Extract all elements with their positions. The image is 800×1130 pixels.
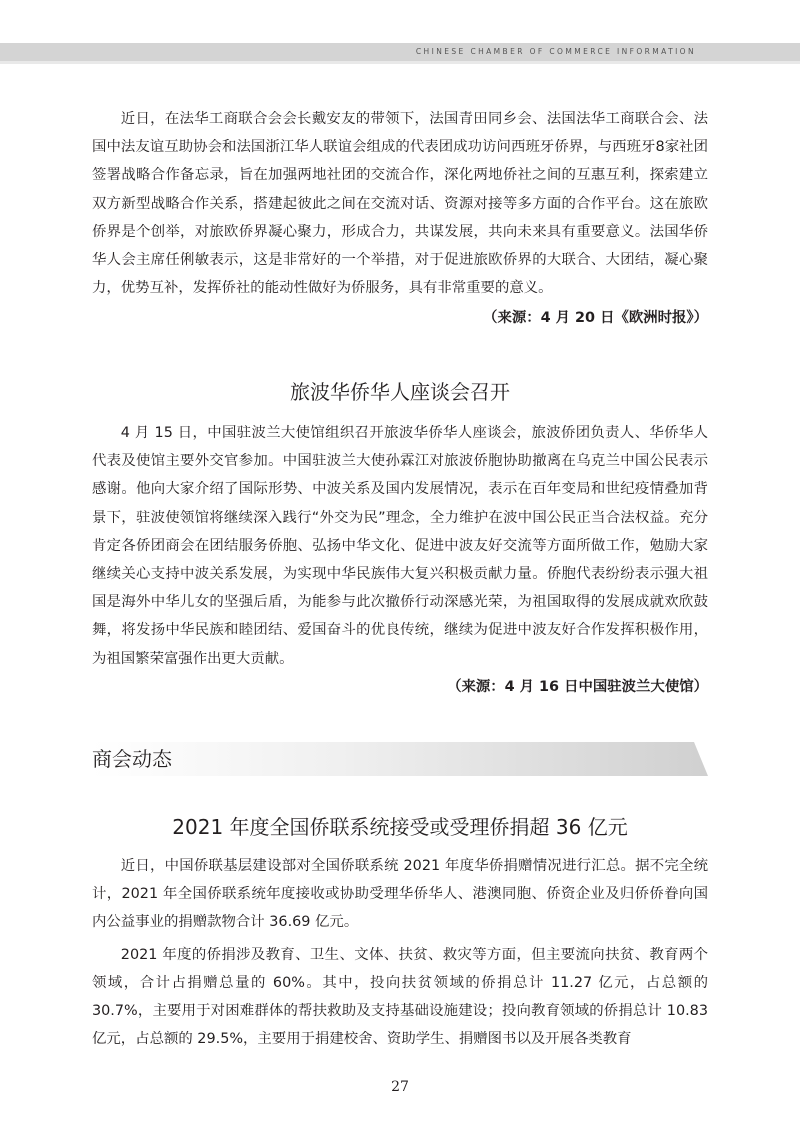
article-3-title: 2021 年度全国侨联系统接受或受理侨捐超 36 亿元 [172,815,628,839]
section-bar-corner [694,742,708,776]
article-1-source: （来源：4 月 20 日《欧洲时报》） [483,310,708,327]
article-2-source: （来源：4 月 16 日中国驻波兰大使馆） [447,678,708,695]
section-label: 商会动态 [92,747,172,771]
running-header: CHINESE CHAMBER OF COMMERCE INFORMATION [415,47,696,56]
header-accent-line [0,61,800,64]
article-2-title: 旅波华侨华人座谈会召开 [290,380,510,404]
article-1 [92,105,708,332]
article-3 [92,812,708,1053]
article-1-body: 近日，在法华工商联合会会长戴安友的带领下，法国青田同乡会、法国法华工商联合会、法国中法友谊互助协会和法国浙江华人联谊会组成的代表团成功访问西班牙侨界，与西班牙8家社团签署战略合作备忘录，旨在加强两地社团的交流合作，深化两地侨社之间的互惠互利，探索建立双方新型战略合作关系，搭建起彼此之间在交流对话、资源对接等多方面的合作平台。这在旅欧侨界是个创举，对旅欧侨界凝心聚力，形成合力，共谋发展，共向未来具有重要意义。法国华侨华人会主席任俐敏表示，这是非常好的一个举措，对于促进旅欧侨界的大联合、大团结，凝心聚力，优势互补，发挥侨社的能动性做好为侨服务，具有非常重要的意义。 [92,111,708,297]
article-3-paragraph-2: 2021 年度的侨捐涉及教育、卫生、文体、扶贫、救灾等方面，但主要流向扶贫、教育两个领域，合计占捐赠总量的 60%。其中，投向扶贫领域的侨捐总计 11.27 亿元，占总额的 30.7%，主要用于对困难群体的帮扶救助及支持基础设施建设；投向教育领域的侨捐总计 10.83 亿元，占总额的 29.5%，主要用于捐建校舍、资助学生、捐赠图书以及开展各类教育 [92,946,708,1048]
article-3-paragraph-1: 近日，中国侨联基层建设部对全国侨联系统 2021 年度华侨捐赠情况进行汇总。据不完全统计，2021 年全国侨联系统年度接收或协助受理华侨华人、港澳同胞、侨资企业及归侨侨眷向国内公益事业的捐赠款物合计 36.69 亿元。 [92,858,708,931]
section-bar [92,742,708,776]
page-number: 27 [391,1079,409,1095]
article-2-body: 4 月 15 日，中国驻波兰大使馆组织召开旅波华侨华人座谈会，旅波侨团负责人、华侨华人代表及使馆主要外交官参加。中国驻波兰大使孙霖江对旅波侨胞协助撤离在乌克兰中国公民表示感谢。他向大家介绍了国际形势、中波关系及国内发展情况，表示在百年变局和世纪疫情叠加背景下，驻波使领馆将继续深入践行“外交为民”理念，全力维护在波中国公民正当合法权益。充分肯定各侨团商会在团结服务侨胞、弘扬中华文化、促进中波友好交流等方面所做工作，勉励大家继续关心支持中波关系发展，为实现中华民族伟大复兴积极贡献力量。侨胞代表纷纷表示强大祖国是海外中华儿女的坚强后盾，为能参与此次撤侨行动深感光荣，为祖国取得的发展成就欢欣鼓舞，将发扬中华民族和睦团结、爱国奋斗的优良传统，继续为促进中波友好合作发挥积极作用，为祖国繁荣富强作出更大贡献。 [92,425,708,667]
article-2 [92,377,708,701]
